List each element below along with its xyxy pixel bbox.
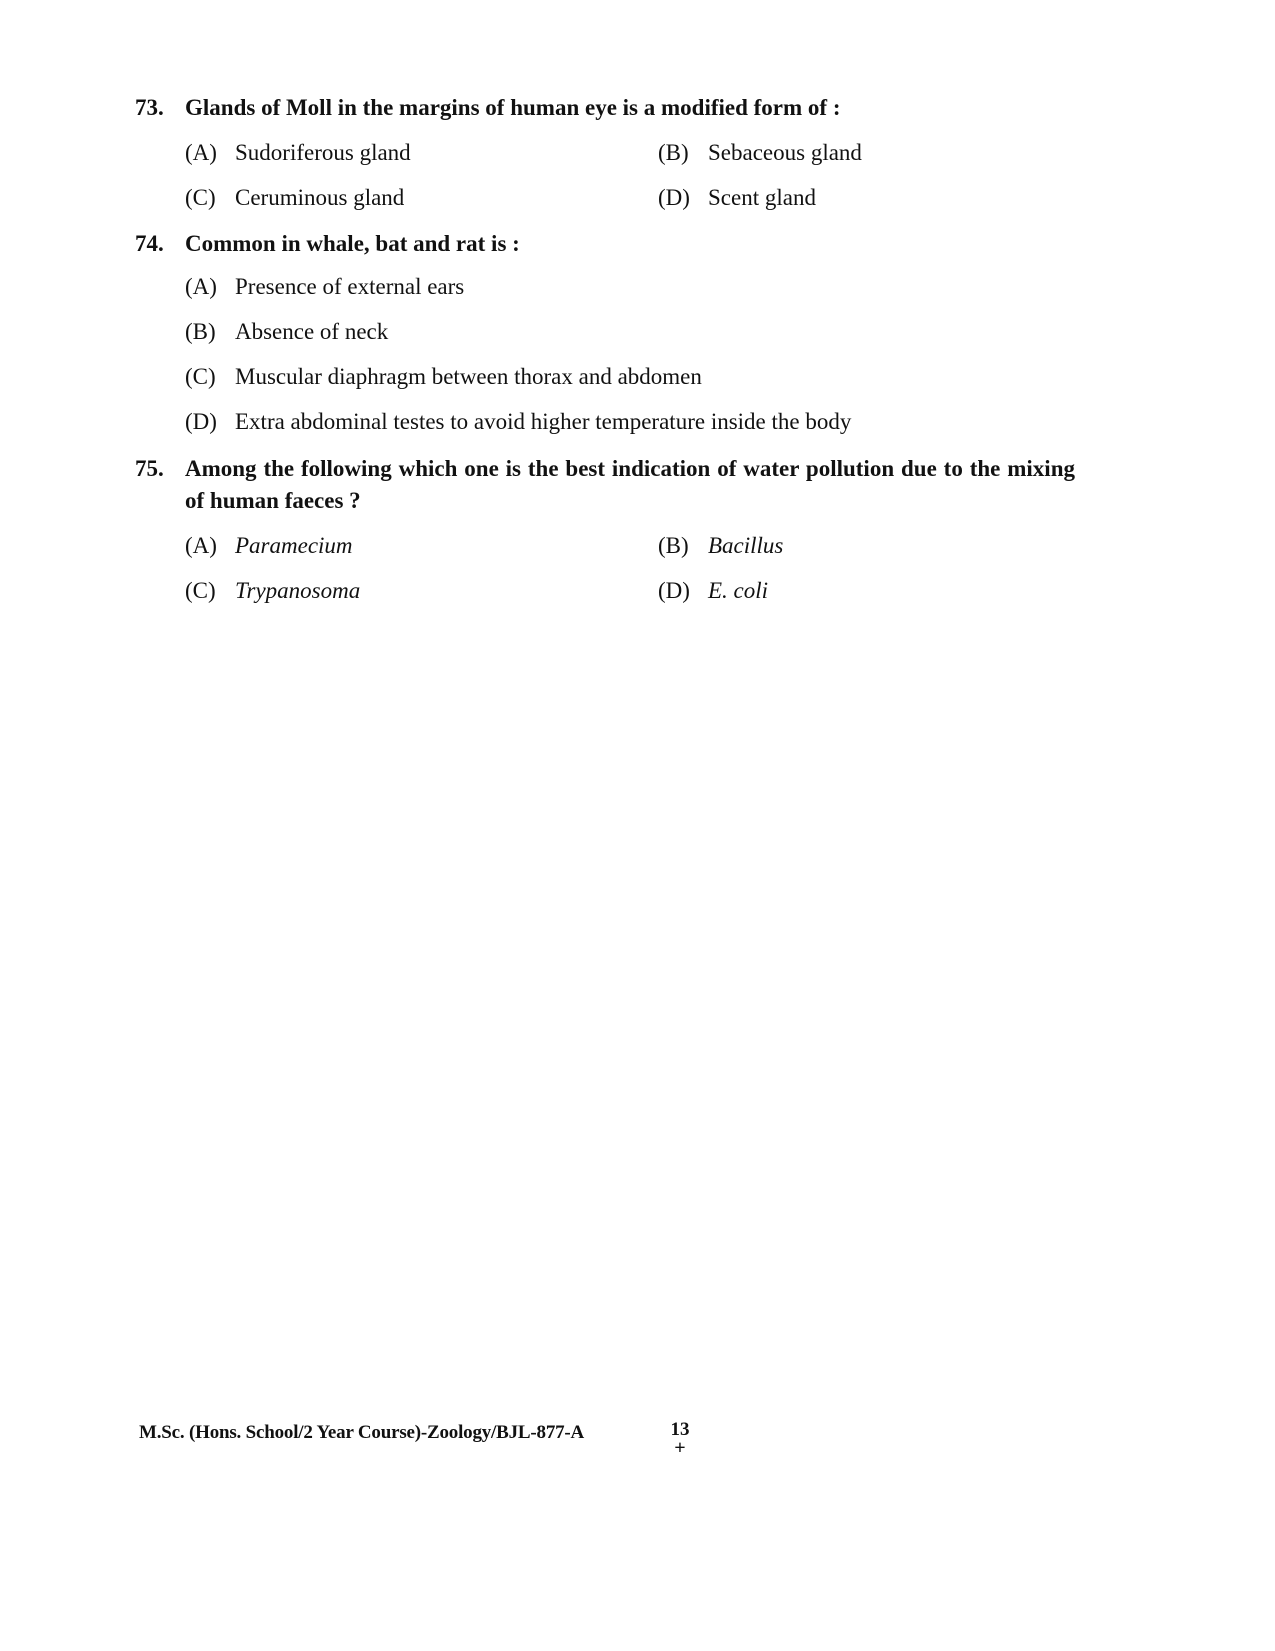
- question-stem: [135, 228, 1075, 260]
- option-d: [658, 185, 816, 211]
- options-list: [185, 523, 1075, 613]
- option-text: Trypanosoma: [235, 577, 361, 603]
- registration-mark: +: [674, 1437, 686, 1459]
- question-74: [135, 228, 1075, 444]
- question-number: 74.: [135, 231, 164, 256]
- question-text: Among the following which one is the best indication of water pollution due to the mixing of human faeces ?: [185, 456, 1075, 513]
- option-c: [185, 185, 658, 211]
- option-label: (C): [185, 577, 216, 603]
- options-list: [185, 130, 1075, 220]
- page-number-block: [660, 1419, 700, 1459]
- option-d: [658, 578, 768, 604]
- option-label: (D): [185, 408, 217, 434]
- options-list: [185, 264, 1075, 444]
- option-text: Ceruminous gland: [235, 184, 405, 210]
- option-b: [658, 533, 783, 559]
- question-text: Glands of Moll in the margins of human eye is a modified form of :: [185, 95, 841, 120]
- option-label: (A): [185, 273, 217, 299]
- option-text: Presence of external ears: [235, 273, 465, 299]
- option-b: [658, 140, 862, 166]
- option-text: Muscular diaphragm between thorax and abdomen: [235, 363, 702, 389]
- question-stem: [135, 453, 1075, 517]
- option-label: (A): [185, 532, 217, 558]
- option-a: [185, 533, 658, 559]
- page-number: 13: [670, 1419, 690, 1440]
- option-a: [185, 274, 464, 300]
- option-text: Paramecium: [235, 532, 353, 558]
- option-text: Absence of neck: [235, 318, 389, 344]
- option-text: Bacillus: [708, 532, 784, 558]
- option-label: (D): [658, 184, 690, 210]
- question-75: [135, 453, 1075, 613]
- option-label: (C): [185, 363, 216, 389]
- question-stem: [135, 92, 1075, 124]
- option-c: [185, 364, 702, 390]
- option-c: [185, 578, 658, 604]
- option-d: [185, 409, 851, 435]
- option-text: Scent gland: [708, 184, 816, 210]
- option-text: Extra abdominal testes to avoid higher temperature inside the body: [235, 408, 852, 434]
- question-number: 75.: [135, 456, 164, 481]
- footer-course-code: M.Sc. (Hons. School/2 Year Course)-Zoology/BJL-877-A: [139, 1422, 585, 1443]
- question-text: Common in whale, bat and rat is :: [185, 231, 520, 256]
- option-text: Sebaceous gland: [708, 139, 862, 165]
- option-label: (C): [185, 184, 216, 210]
- option-label: (A): [185, 139, 217, 165]
- option-text: Sudoriferous gland: [235, 139, 411, 165]
- option-label: (B): [658, 139, 689, 165]
- option-label: (D): [658, 577, 690, 603]
- option-text: E. coli: [708, 577, 769, 603]
- option-label: (B): [185, 318, 216, 344]
- option-b: [185, 319, 388, 345]
- option-label: (B): [658, 532, 689, 558]
- question-73: [135, 92, 1075, 220]
- option-a: [185, 140, 658, 166]
- question-number: 73.: [135, 95, 164, 120]
